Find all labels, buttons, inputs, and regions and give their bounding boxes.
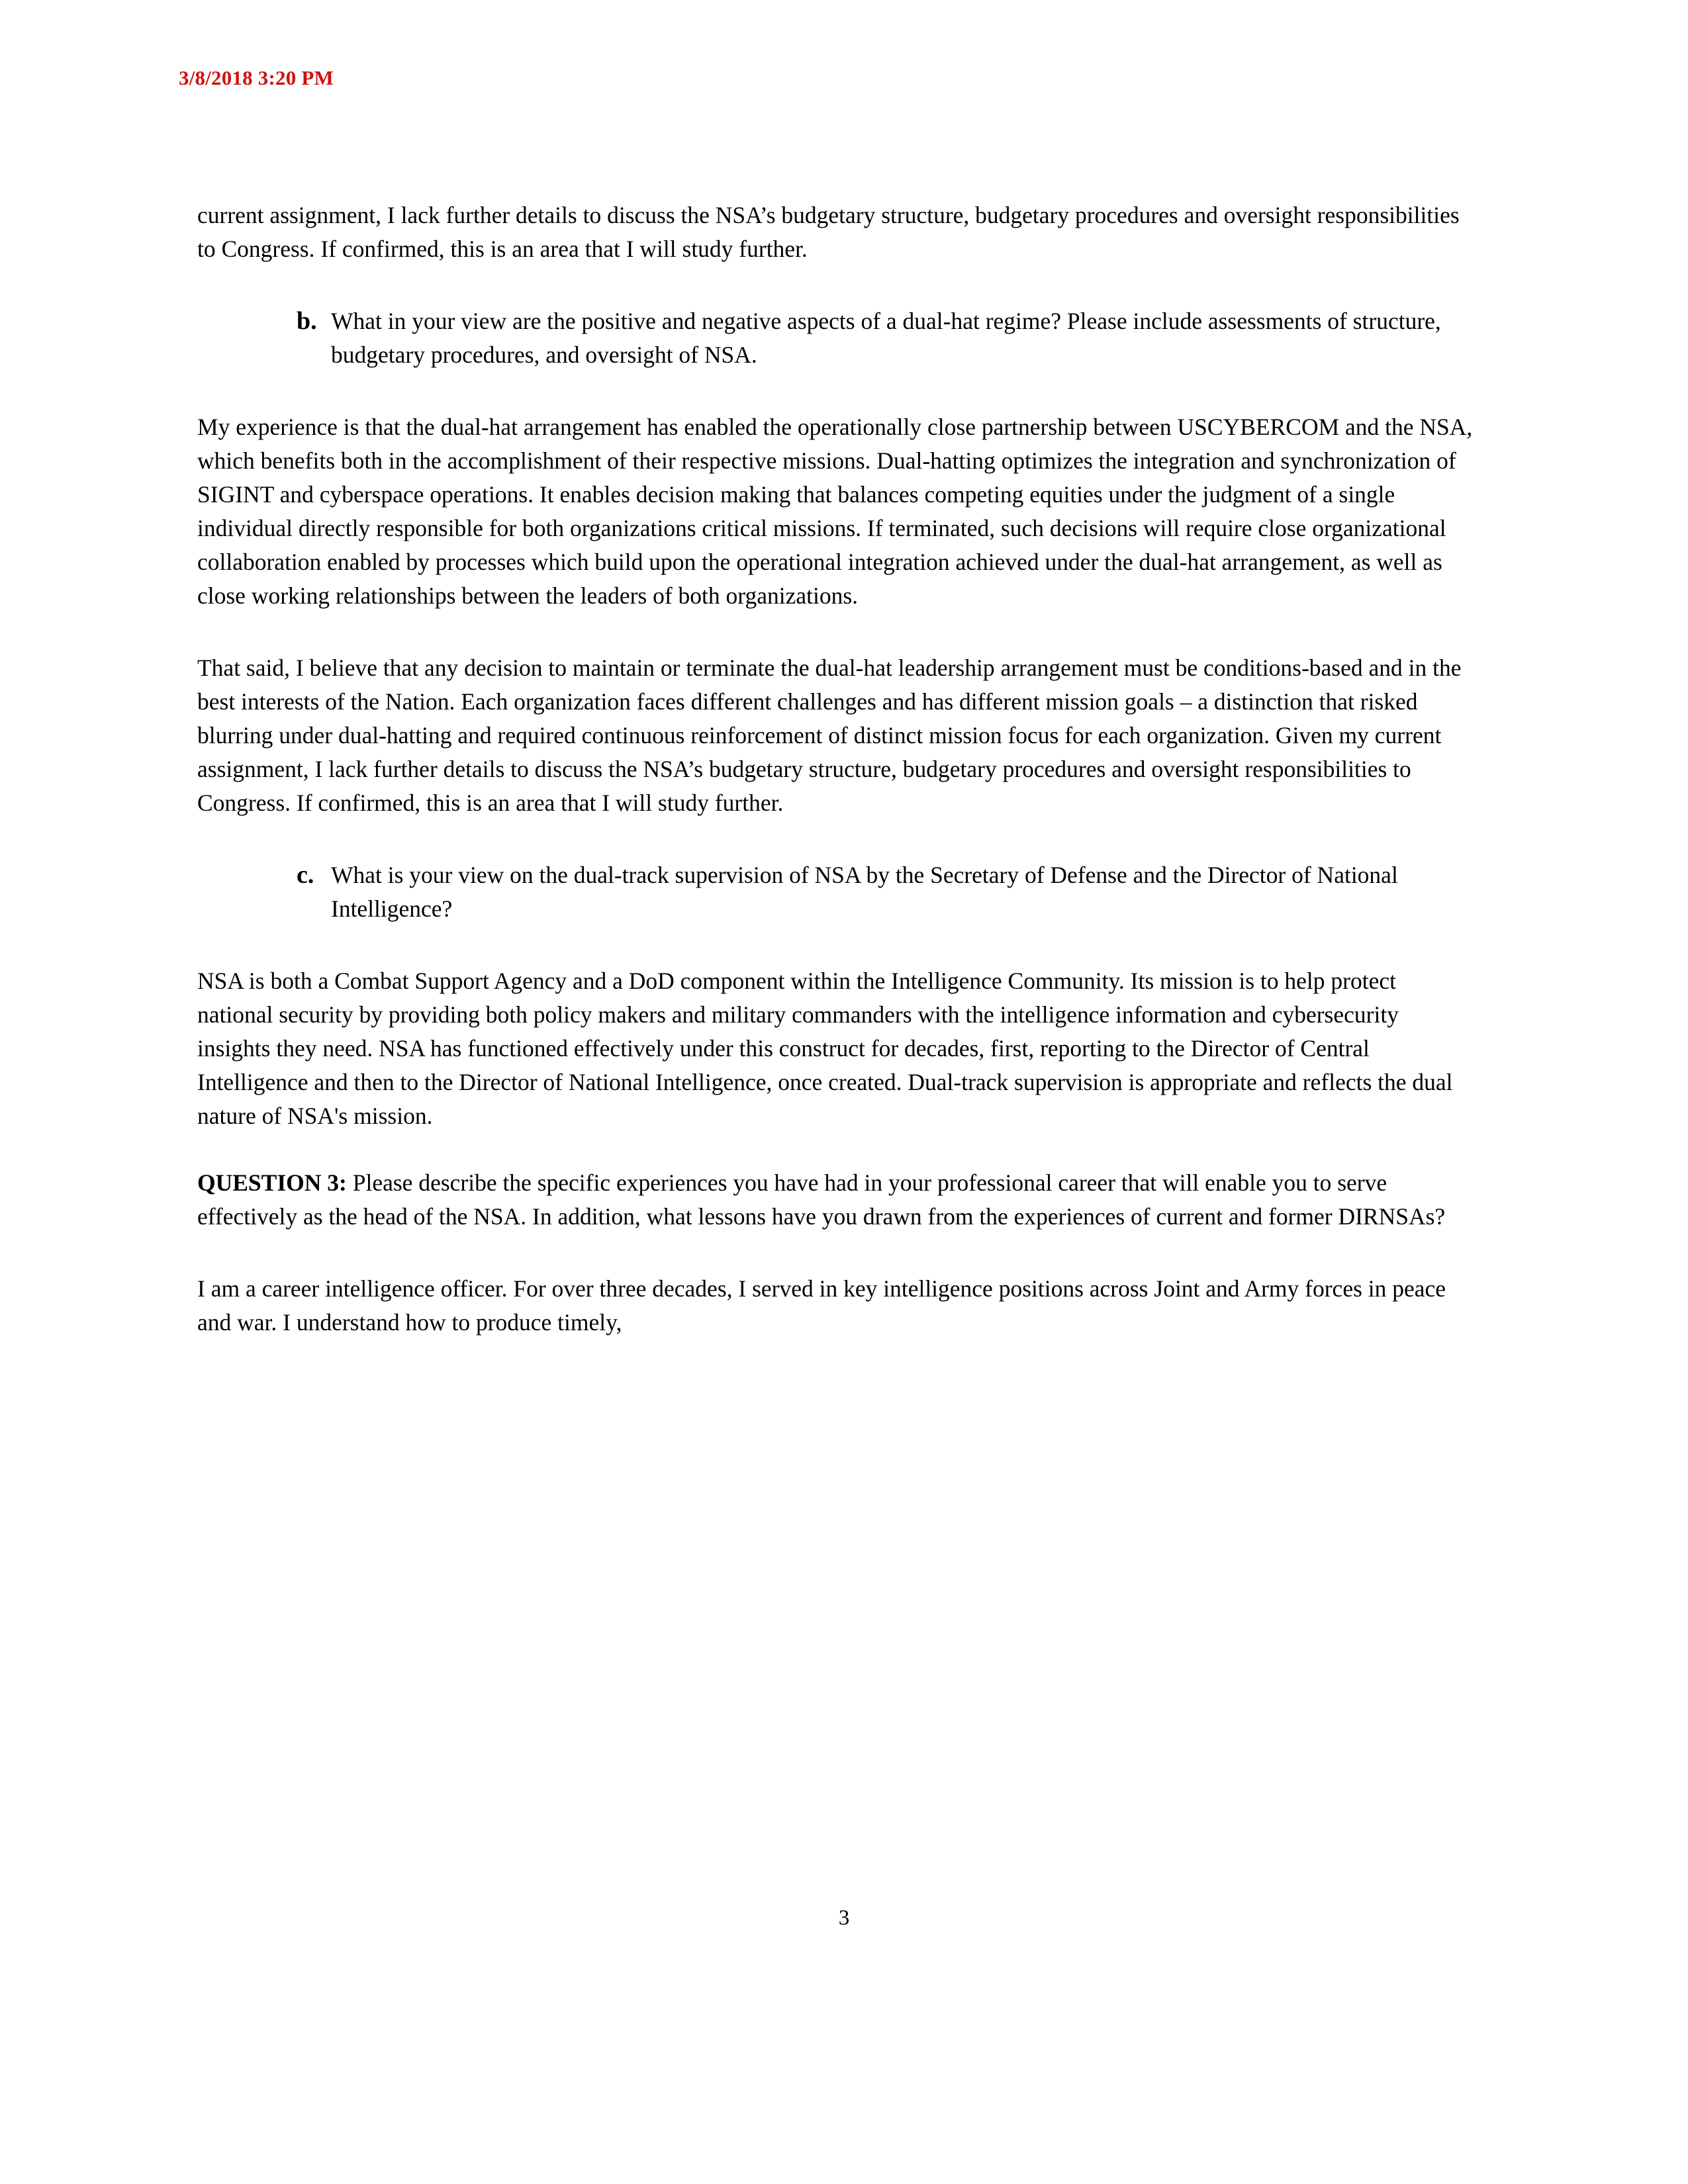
list-item-b-text: What in your view are the positive and negative aspects of a dual-hat regime? Please include assessments of structure, budgetary procedures, and oversight of NSA. — [331, 308, 1441, 368]
document-body — [197, 199, 1475, 1340]
list-item-c — [297, 858, 1481, 926]
paragraph-continuation: current assignment, I lack further details to discuss the NSA’s budgetary structure, budgetary procedures and oversight responsibilities to Congress. If confirmed, this is an area that I will study further. — [197, 202, 1460, 262]
spacer — [197, 613, 1475, 651]
spacer — [197, 820, 1475, 858]
spacer — [197, 372, 1475, 410]
paragraph-conditions-based: That said, I believe that any decision to maintain or terminate the dual-hat leadership arrangement must be conditions-based and in the best interests of the Nation. Each organization faces different challenges and has different mission goals – a distinction that risked blurring under dual-hatting and required continuous reinforcement of distinct mission focus for each organization. Given my current assignment, I lack further details to discuss the NSA’s budgetary structure, budgetary procedures and oversight responsibilities to Congress. If confirmed, this is an area that I will study further. — [197, 655, 1462, 816]
list-item-c-letter: c. — [297, 861, 314, 889]
list-item-c-text: What is your view on the dual-track supervision of NSA by the Secretary of Defense and the Director of National Intelligence? — [331, 862, 1398, 922]
spacer — [197, 926, 1475, 964]
paragraph-nsa-dual-track: NSA is both a Combat Support Agency and a DoD component within the Intelligence Community. Its mission is to help protect national security by providing both policy makers and military commanders with the intelligence information and cybersecurity insights they need. NSA has functioned effectively under this construct for decades, first, reporting to the Director of Central Intelligence and then to the Director of National Intelligence, once created. Dual-track supervision is appropriate and reflects the dual nature of NSA's mission. — [197, 968, 1453, 1129]
paragraph-dual-hat-experience: My experience is that the dual-hat arrangement has enabled the operationally close partnership between USCYBERCOM and the NSA, which benefits both in the accomplishment of their respective missions. Dual-hatting optimizes the integration and synchronization of SIGINT and cyberspace operations. It enables decision making that balances competing equities under the judgment of a single individual directly responsible for both organizations critical missions. If terminated, such decisions will require close organizational collaboration enabled by processes which build upon the operational integration achieved under the dual-hat arrangement, as well as close working relationships between the leaders of both organizations. — [197, 414, 1473, 609]
spacer — [197, 1133, 1475, 1166]
question-3-text: Please describe the specific experiences you have had in your professional career that will enable you to serve effectively as the head of the NSA. In addition, what lessons have you drawn from the experiences of current and former DIRNSAs? — [197, 1169, 1446, 1230]
list-item-b — [297, 304, 1481, 372]
question-3 — [197, 1166, 1475, 1234]
paragraph-career-intelligence-officer: I am a career intelligence officer. For over three decades, I served in key intelligence positions across Joint and Army forces in peace and war. I understand how to produce timely, — [197, 1275, 1446, 1336]
spacer — [197, 266, 1475, 304]
list-item-b-letter: b. — [297, 307, 317, 335]
question-3-label: QUESTION 3: — [197, 1169, 347, 1196]
header-timestamp-stamp: 3/8/2018 3:20 PM — [179, 66, 334, 89]
spacer — [197, 1234, 1475, 1272]
page-number: 3 — [838, 1906, 850, 1930]
